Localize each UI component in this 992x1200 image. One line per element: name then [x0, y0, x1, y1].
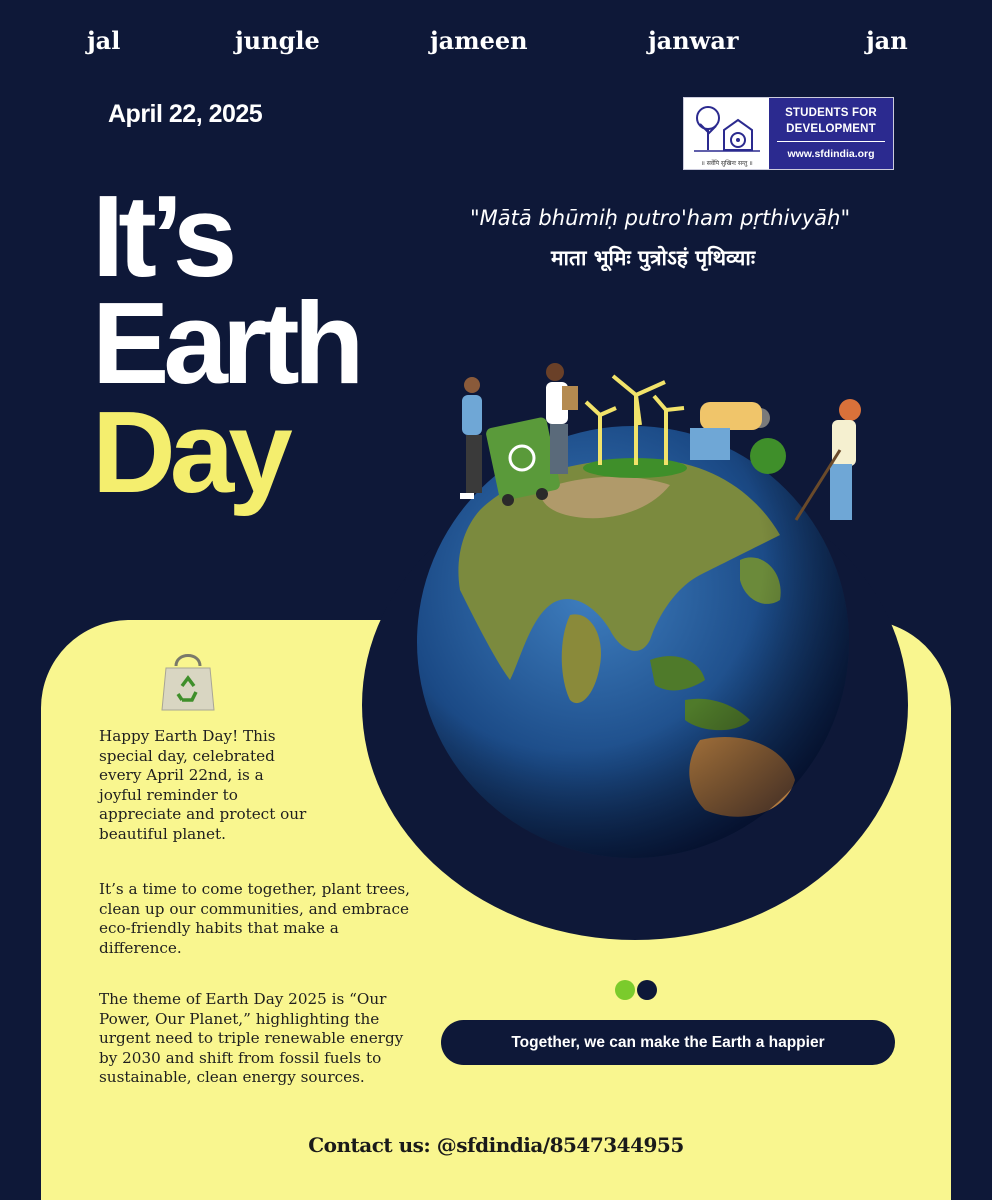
logo-line2: DEVELOPMENT: [786, 123, 876, 135]
hero-line-earth: Earth: [92, 278, 359, 408]
event-date: April 22, 2025: [108, 100, 263, 128]
paragraph-theme: The theme of Earth Day 2025 is “Our Power, Our Planet,” highlighting the urgent need to triple renewable energy by 2030 and shift from fossil fuels to sustainable, clean energy sources.: [99, 990, 404, 1087]
contact-info: Contact us: @sfdindia/8547344955: [308, 1133, 684, 1157]
carousel-dot-active: [615, 980, 635, 1000]
top-word-janwar: janwar: [648, 26, 739, 55]
top-word-jungle: jungle: [235, 26, 320, 55]
logo-motto: ॥ सर्वेपि सुखिनः सन्तु ॥: [701, 160, 753, 167]
paragraph-intro: Happy Earth Day! This special day, celebrated every April 22nd, is a joyful reminder to appreciate and protect our beautiful planet.: [99, 727, 307, 843]
top-word-jan: jan: [866, 26, 908, 55]
carousel-dot: [637, 980, 657, 1000]
volunteer-person-right: [796, 399, 861, 520]
earth-globe-illustration: [400, 360, 880, 880]
volunteer-person-left: [460, 377, 482, 499]
sanskrit-quote-devanagari: माता भूमिः पुत्रोऽहं पृथिव्याः: [551, 246, 756, 270]
hero-line-day: Day: [92, 387, 287, 517]
paragraph-action: It’s a time to come together, plant trees, clean up our communities, and embrace eco-friendly habits that make a difference.: [99, 880, 410, 957]
top-word-jal: jal: [87, 26, 121, 55]
tree-house-emblem-icon: [684, 98, 768, 160]
logo-website: www.sfdindia.org: [787, 148, 875, 160]
sfd-logo: [683, 97, 894, 170]
sanskrit-quote-transliteration: "Mātā bhūmiḥ putro'ham pṛthivyāḥ": [470, 206, 851, 230]
logo-text-block: [769, 98, 893, 169]
logo-line1: STUDENTS FOR: [785, 107, 877, 119]
hero-line-its: It’s: [92, 171, 232, 301]
tagline-pill: Together, we can make the Earth a happier: [441, 1020, 895, 1065]
top-word-jameen: jameen: [430, 26, 528, 55]
recycle-bag-icon: [160, 648, 216, 714]
